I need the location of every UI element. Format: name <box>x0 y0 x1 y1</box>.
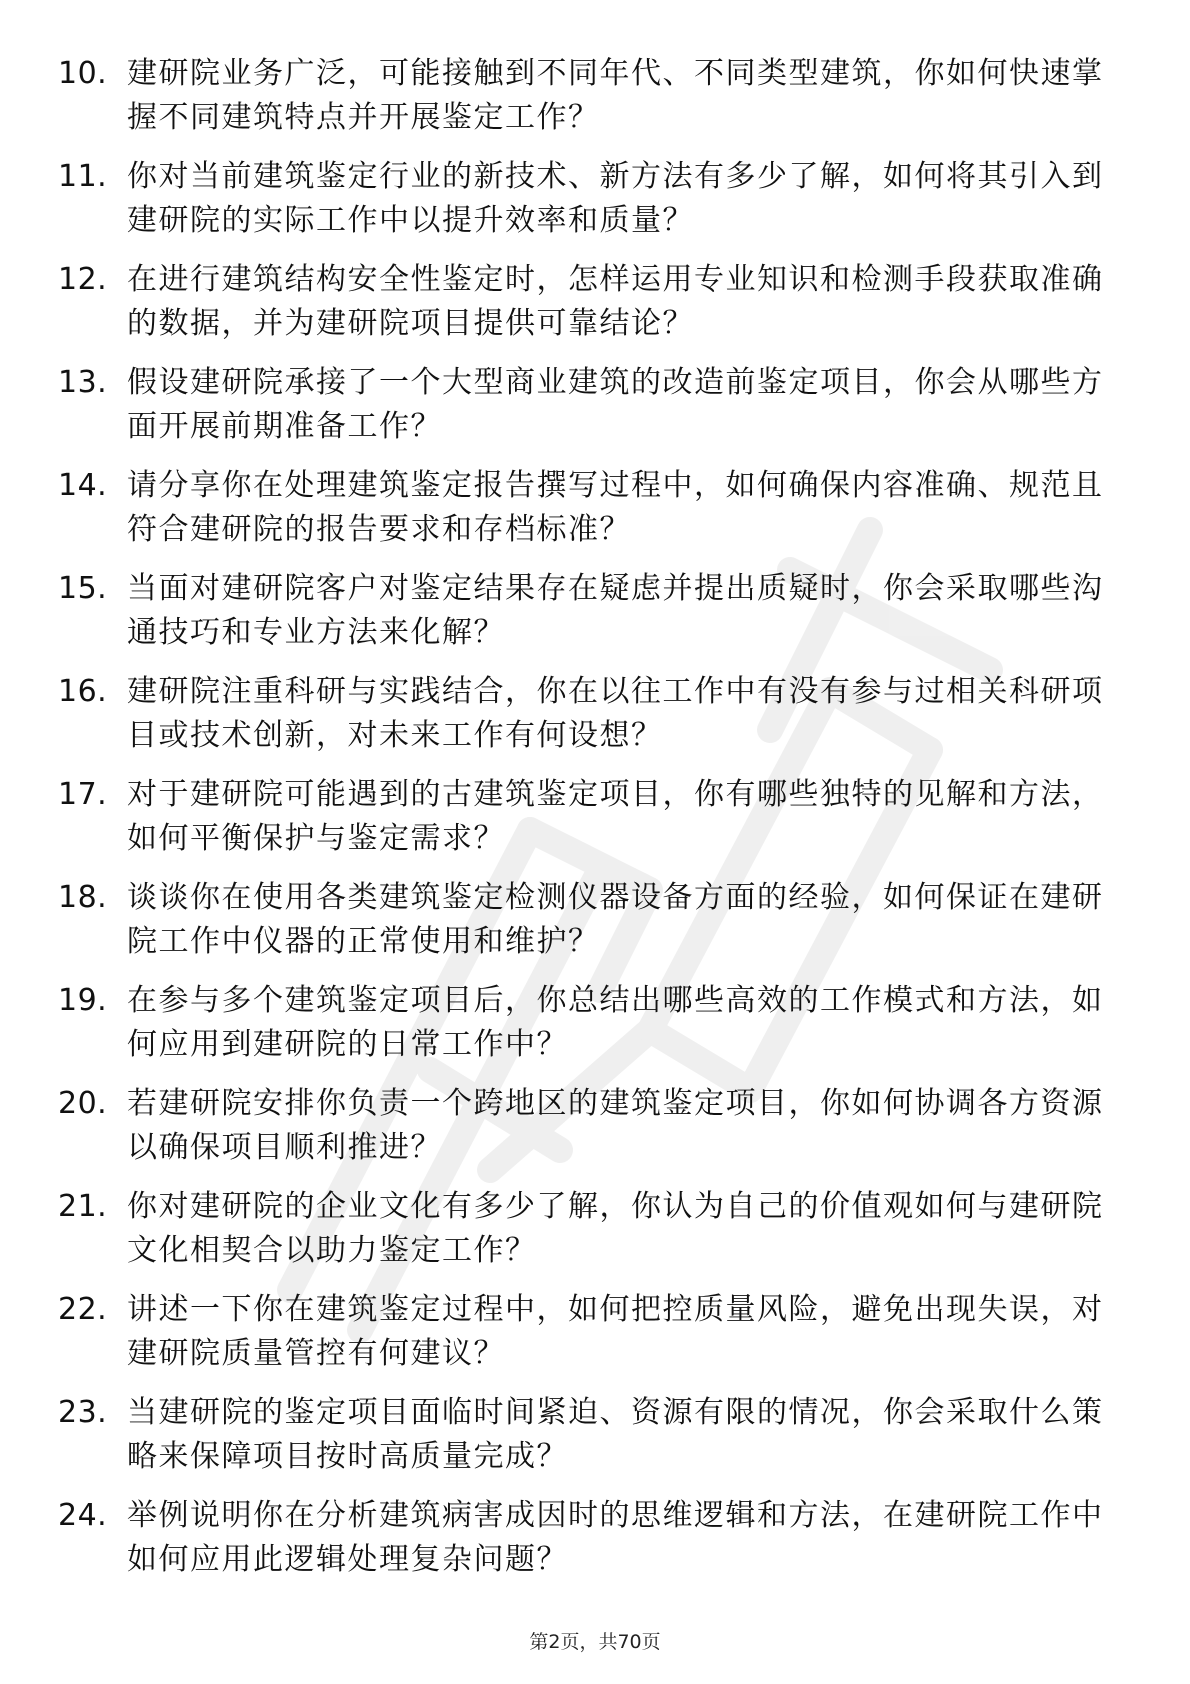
list-item <box>58 876 1138 979</box>
question-number: 10. <box>58 56 108 91</box>
page-number-label: 第2页，共70页 <box>529 1631 661 1653</box>
list-item <box>58 773 1138 876</box>
list-item <box>58 464 1138 567</box>
question-number: 13. <box>58 365 108 400</box>
question-text: 讲述一下你在建筑鉴定过程中，如何把控质量风险，避免出现失误，对建研院质量管控有何建议？ <box>127 1292 1104 1371</box>
question-number: 11. <box>58 159 108 194</box>
question-number: 22. <box>58 1292 108 1327</box>
question-text: 对于建研院可能遇到的古建筑鉴定项目，你有哪些独特的见解和方法，如何平衡保护与鉴定需求？ <box>127 777 1104 856</box>
question-number: 21. <box>58 1189 108 1224</box>
list-item <box>58 1082 1138 1185</box>
question-text: 建研院业务广泛，可能接触到不同年代、不同类型建筑，你如何快速掌握不同建筑特点并开展鉴定工作？ <box>127 56 1104 135</box>
list-item <box>58 670 1138 773</box>
question-text: 当面对建研院客户对鉴定结果存在疑虑并提出质疑时，你会采取哪些沟通技巧和专业方法来化解？ <box>127 571 1104 650</box>
list-item <box>58 1391 1138 1494</box>
question-text: 你对建研院的企业文化有多少了解，你认为自己的价值观如何与建研院文化相契合以助力鉴定工作？ <box>127 1189 1104 1268</box>
list-item <box>58 1185 1138 1288</box>
list-item <box>58 979 1138 1082</box>
question-text: 谈谈你在使用各类建筑鉴定检测仪器设备方面的经验，如何保证在建研院工作中仪器的正常使用和维护？ <box>127 880 1104 959</box>
list-item <box>58 567 1138 670</box>
question-number: 12. <box>58 262 108 297</box>
question-text: 在参与多个建筑鉴定项目后，你总结出哪些高效的工作模式和方法，如何应用到建研院的日常工作中？ <box>127 983 1104 1062</box>
question-text: 在进行建筑结构安全性鉴定时，怎样运用专业知识和检测手段获取准确的数据，并为建研院项目提供可靠结论？ <box>127 262 1104 341</box>
list-item <box>58 52 1138 155</box>
list-item <box>58 258 1138 361</box>
list-item <box>58 361 1138 464</box>
question-number: 14. <box>58 468 108 503</box>
question-number: 19. <box>58 983 108 1018</box>
question-number: 16. <box>58 674 108 709</box>
question-text: 举例说明你在分析建筑病害成因时的思维逻辑和方法，在建研院工作中如何应用此逻辑处理复杂问题？ <box>127 1498 1104 1577</box>
question-text: 若建研院安排你负责一个跨地区的建筑鉴定项目，你如何协调各方资源以确保项目顺利推进？ <box>127 1086 1104 1165</box>
question-number: 18. <box>58 880 108 915</box>
question-text: 请分享你在处理建筑鉴定报告撰写过程中，如何确保内容准确、规范且符合建研院的报告要求和存档标准？ <box>127 468 1104 547</box>
list-item <box>58 1494 1138 1597</box>
list-item <box>58 1288 1138 1391</box>
question-number: 23. <box>58 1395 108 1430</box>
question-list <box>58 52 1138 1597</box>
question-text: 建研院注重科研与实践结合，你在以往工作中有没有参与过相关科研项目或技术创新，对未来工作有何设想？ <box>127 674 1104 753</box>
page-footer <box>0 1630 1190 1654</box>
question-number: 17. <box>58 777 108 812</box>
question-text: 当建研院的鉴定项目面临时间紧迫、资源有限的情况，你会采取什么策略来保障项目按时高质量完成？ <box>127 1395 1104 1474</box>
list-item <box>58 155 1138 258</box>
question-text: 你对当前建筑鉴定行业的新技术、新方法有多少了解，如何将其引入到建研院的实际工作中以提升效率和质量？ <box>127 159 1104 238</box>
question-number: 15. <box>58 571 108 606</box>
question-number: 24. <box>58 1498 108 1533</box>
question-number: 20. <box>58 1086 108 1121</box>
question-text: 假设建研院承接了一个大型商业建筑的改造前鉴定项目，你会从哪些方面开展前期准备工作？ <box>127 365 1104 444</box>
